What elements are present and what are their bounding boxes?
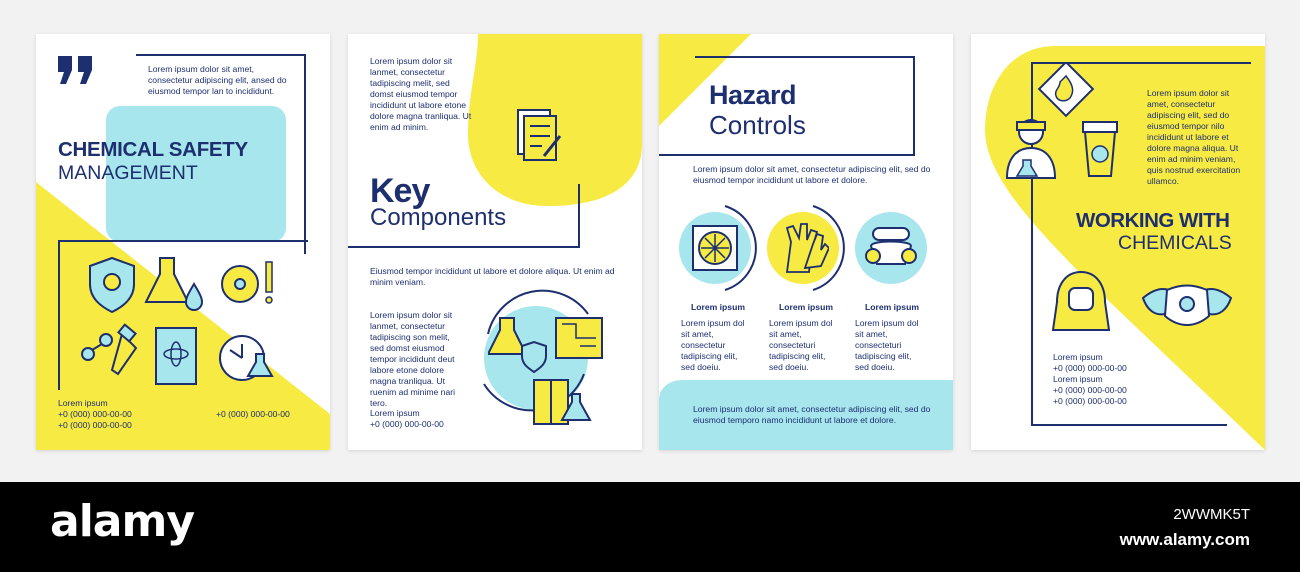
brochure-page-4: [971, 34, 1265, 450]
ventilation-fan-icon: [691, 224, 739, 272]
page1-title-line2: MANAGEMENT: [58, 162, 198, 184]
page4-contact-label2: Lorem ipsum: [1053, 374, 1103, 384]
page3-item2-label: Lorem ipsum: [779, 302, 833, 312]
page4-phone2: +0 (000) 000-00-00: [1053, 385, 1127, 395]
face-mask-icon: [1141, 282, 1233, 332]
page4-intro-text: Lorem ipsum dolor sit amet, consectetur adipiscing elit, sed do eiusmod tempor nilo incididunt ut labore et dolore magna aliqua. Ut enim ad minim veniam, quis nostrud exercitation ullamco.: [1147, 88, 1241, 186]
page3-item1-label: Lorem ipsum: [691, 302, 745, 312]
page3-title-line1: Hazard: [709, 80, 797, 110]
page4-hazard-illustration: [1001, 64, 1131, 194]
page1-title-line1: CHEMICAL SAFETY: [58, 138, 248, 161]
page3-item3-label: Lorem ipsum: [865, 302, 919, 312]
page2-title-line1: Key: [370, 172, 430, 210]
molecule-dropper-icon: [82, 325, 136, 374]
page3-item2-text: Lorem ipsum dol sit amet, consecteturi tadipiscing elit, sed doeiu.: [769, 318, 833, 372]
alamy-logo: alamy: [50, 496, 194, 547]
page4-contact-label1: Lorem ipsum: [1053, 352, 1103, 362]
biohazard-shield-icon: [90, 258, 134, 312]
page4-title-line2: CHEMICALS: [1118, 232, 1232, 254]
lab-worker-icon: [1007, 120, 1055, 178]
flask-shield-icon: [488, 318, 546, 372]
watermark-bar: [0, 482, 1300, 572]
page2-intro-text: Lorem ipsum dolor sit lanmet, consectetur tadipiscing melit, sed domst eiusmod tempor incididunt ut labore etone dolore magna tranliqua. Ut enim ad minim.: [370, 56, 472, 132]
page1-phone2: +0 (000) 000-00-00: [58, 420, 132, 430]
image-id: 2WWMK5T: [1173, 506, 1250, 523]
biohazard-warning-icon: [222, 262, 272, 303]
page2-components-illustration: [488, 310, 608, 430]
protective-hood-icon: [1051, 268, 1111, 334]
page3-item1-text: Lorem ipsum dol sit amet, consectetur tadipiscing elit, sed doeiu.: [681, 318, 745, 372]
page2-title-line2: Components: [370, 204, 507, 231]
page3-intro-text: Lorem ipsum dolor sit amet, consectetur adipiscing elit, sed do eiusmod tempor incididunt ut labore et dolore.: [693, 164, 931, 185]
respirator-mask-icon: [863, 224, 919, 272]
page4-phone1: +0 (000) 000-00-00: [1053, 363, 1127, 373]
page2-contact-label: Lorem ipsum: [370, 408, 420, 418]
cabinet-flask-icon: [534, 380, 590, 424]
page4-title-line1: WORKING WITH: [1076, 209, 1230, 232]
page1-icon-grid: [80, 254, 300, 394]
page4-phone3: +0 (000) 000-00-00: [1053, 396, 1127, 406]
page3-title-line2: Controls: [709, 110, 806, 140]
brochure-page-3: [659, 34, 953, 450]
flammable-diamond-icon: [1039, 64, 1093, 116]
page2-sub-text: Eiusmod tempor incididunt ut labore et dolore aliqua. Ut enim ad minim veniam.: [370, 266, 615, 287]
quote-marks-icon: [56, 54, 98, 93]
page1-phone3: +0 (000) 000-00-00: [216, 409, 290, 419]
alamy-url: www.alamy.com: [1119, 530, 1250, 549]
page3-item3-text: Lorem ipsum dol sit amet, consecteturi tadipiscing elit, sed doeiu.: [855, 318, 919, 372]
page2-body-text: Lorem ipsum dolor sit lanmet, consectetur tadipiscing son melit, sed domst eiusmod tempor incididunt deut labore etone dolore magna tranliqua. Ut ruenim ad minime nari tero.: [370, 310, 456, 408]
hazard-waste-bin-icon: [1083, 122, 1117, 176]
page1-contact-label: Lorem ipsum: [58, 398, 108, 408]
page3-footer-text: Lorem ipsum dolor sit amet, consectetur adipiscing elit, sed do eiusmod temporo namo incididunt ut labore et dolore.: [693, 404, 931, 425]
page2-phone: +0 (000) 000-00-00: [370, 419, 444, 429]
flask-drop-icon: [146, 258, 202, 310]
brochure-page-1: [36, 34, 330, 450]
brochure-page-2: [348, 34, 642, 450]
clock-flask-icon: [220, 336, 272, 380]
floor-plan-icon: [556, 318, 602, 358]
gloves-icon: [781, 222, 829, 276]
page1-phone1: +0 (000) 000-00-00: [58, 409, 132, 419]
atom-book-icon: [156, 328, 196, 384]
page1-intro-text: Lorem ipsum dolor sit amet, consectetur adipiscing elit, ansed do eiusmod tempor lan to incididunt.: [148, 64, 287, 96]
checklist-icon: [514, 106, 564, 166]
